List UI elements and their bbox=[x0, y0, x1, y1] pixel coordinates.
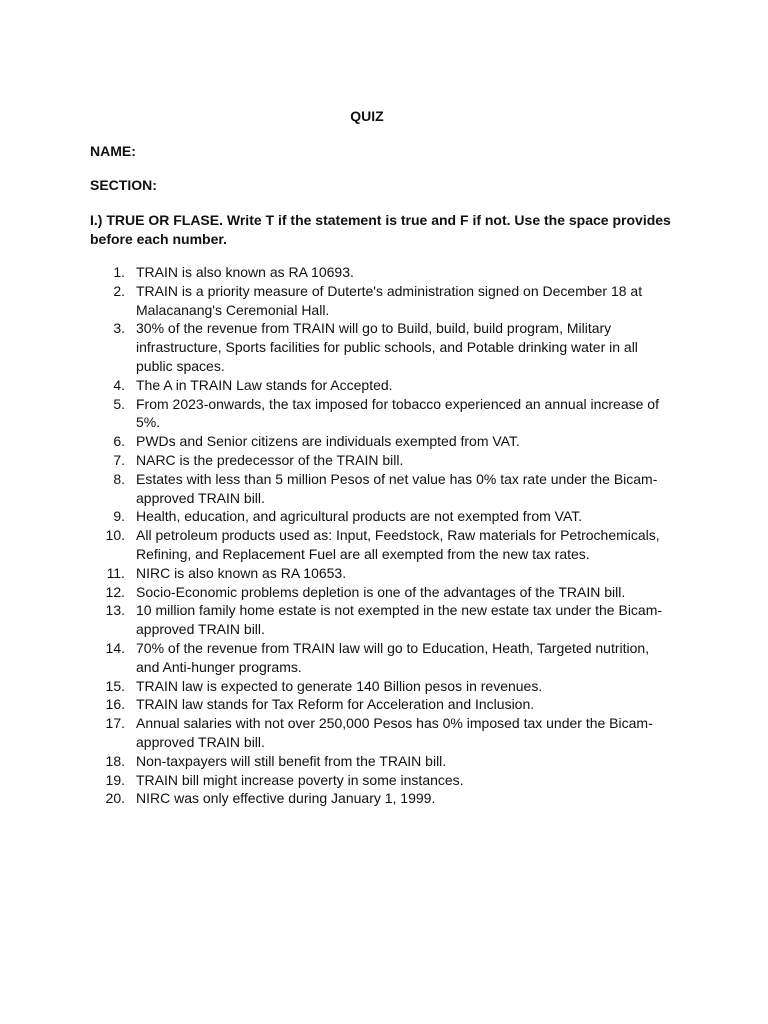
section-label: SECTION: bbox=[90, 177, 157, 193]
question-number: 15. bbox=[105, 677, 125, 694]
question-number: 2. bbox=[113, 282, 125, 299]
question-item bbox=[0, 451, 676, 470]
question-text: TRAIN law stands for Tax Reform for Acceleration and Inclusion. bbox=[136, 696, 535, 713]
question-item bbox=[0, 470, 676, 508]
question-text: The A in TRAIN Law stands for Accepted. bbox=[136, 376, 393, 393]
question-number: 12. bbox=[105, 583, 125, 600]
question-text: TRAIN law is expected to generate 140 Billion pesos in revenues. bbox=[136, 677, 543, 694]
question-item bbox=[0, 526, 676, 564]
question-number: 13. bbox=[105, 602, 125, 619]
question-text: All petroleum products used as: Input, Feedstock, Raw materials for Petrochemicals, Refining, and Replacement Fuel are all exempted from the new tax rates. bbox=[136, 527, 660, 562]
question-number: 18. bbox=[105, 752, 125, 769]
question-number: 7. bbox=[113, 451, 125, 468]
question-number: 10. bbox=[105, 527, 125, 544]
question-item bbox=[0, 376, 676, 395]
question-item bbox=[0, 319, 676, 375]
question-number: 16. bbox=[105, 696, 125, 713]
question-item bbox=[0, 789, 676, 808]
question-text: TRAIN bill might increase poverty in some instances. bbox=[136, 771, 464, 788]
question-number: 3. bbox=[113, 320, 125, 337]
question-text: NIRC was only effective during January 1, 1999. bbox=[136, 790, 436, 807]
question-number: 11. bbox=[106, 564, 125, 581]
question-text: From 2023-onwards, the tax imposed for tobacco experienced an annual increase of 5%. bbox=[136, 395, 659, 431]
question-item bbox=[0, 752, 676, 771]
name-label: NAME: bbox=[90, 143, 136, 159]
question-number: 20. bbox=[105, 790, 125, 807]
question-number: 19. bbox=[105, 771, 125, 788]
question-text: 70% of the revenue from TRAIN law will go to Education, Heath, Targeted nutrition, and Anti-hunger programs. bbox=[136, 639, 650, 675]
question-text: 10 million family home estate is not exempted in the new estate tax under the Bicam-approved TRAIN bill. bbox=[136, 602, 663, 638]
question-number: 17. bbox=[105, 715, 125, 732]
question-item bbox=[0, 601, 676, 639]
question-text: NIRC is also known as RA 10653. bbox=[136, 564, 347, 581]
question-item bbox=[0, 263, 676, 282]
question-number: 6. bbox=[113, 433, 125, 450]
question-item bbox=[0, 771, 676, 790]
question-number: 4. bbox=[113, 376, 125, 393]
question-number: 5. bbox=[113, 395, 125, 412]
question-text: Estates with less than 5 million Pesos of net value has 0% tax rate under the Bicam-approved TRAIN bill. bbox=[136, 470, 658, 506]
question-number: 14. bbox=[105, 639, 125, 656]
question-number: 8. bbox=[113, 470, 125, 487]
question-item bbox=[0, 395, 676, 433]
question-item bbox=[0, 564, 676, 583]
question-item bbox=[0, 677, 676, 696]
question-text: TRAIN is also known as RA 10693. bbox=[136, 264, 354, 280]
question-item bbox=[0, 583, 676, 602]
question-number: 1. bbox=[113, 264, 125, 280]
question-item bbox=[0, 639, 676, 677]
question-text: Non-taxpayers will still benefit from the TRAIN bill. bbox=[136, 752, 447, 769]
question-text: NARC is the predecessor of the TRAIN bill. bbox=[136, 451, 404, 468]
question-text: 30% of the revenue from TRAIN will go to Build, build, build program, Military infrastructure, Sports facilities for public schools, and Potable drinking water in all public spaces. bbox=[136, 320, 638, 374]
question-list bbox=[0, 263, 676, 808]
question-text: Socio-Economic problems depletion is one of the advantages of the TRAIN bill. bbox=[136, 583, 626, 600]
question-item bbox=[0, 282, 676, 320]
question-item bbox=[0, 507, 676, 526]
question-item bbox=[0, 695, 676, 714]
page-title: QUIZ bbox=[350, 108, 384, 124]
question-text: Health, education, and agricultural products are not exempted from VAT. bbox=[136, 508, 583, 525]
question-text: PWDs and Senior citizens are individuals exempted from VAT. bbox=[136, 433, 520, 450]
question-text: Annual salaries with not over 250,000 Pesos has 0% imposed tax under the Bicam-approved TRAIN bill. bbox=[136, 715, 653, 750]
instructions: I.) TRUE OR FLASE. Write T if the statement is true and F if not. Use the space provides before each number. bbox=[90, 212, 671, 247]
question-item bbox=[0, 432, 676, 451]
question-item bbox=[0, 714, 676, 752]
question-number: 9. bbox=[113, 508, 125, 525]
question-text: TRAIN is a priority measure of Duterte's administration signed on December 18 at Malacanang's Ceremonial Hall. bbox=[136, 282, 643, 318]
